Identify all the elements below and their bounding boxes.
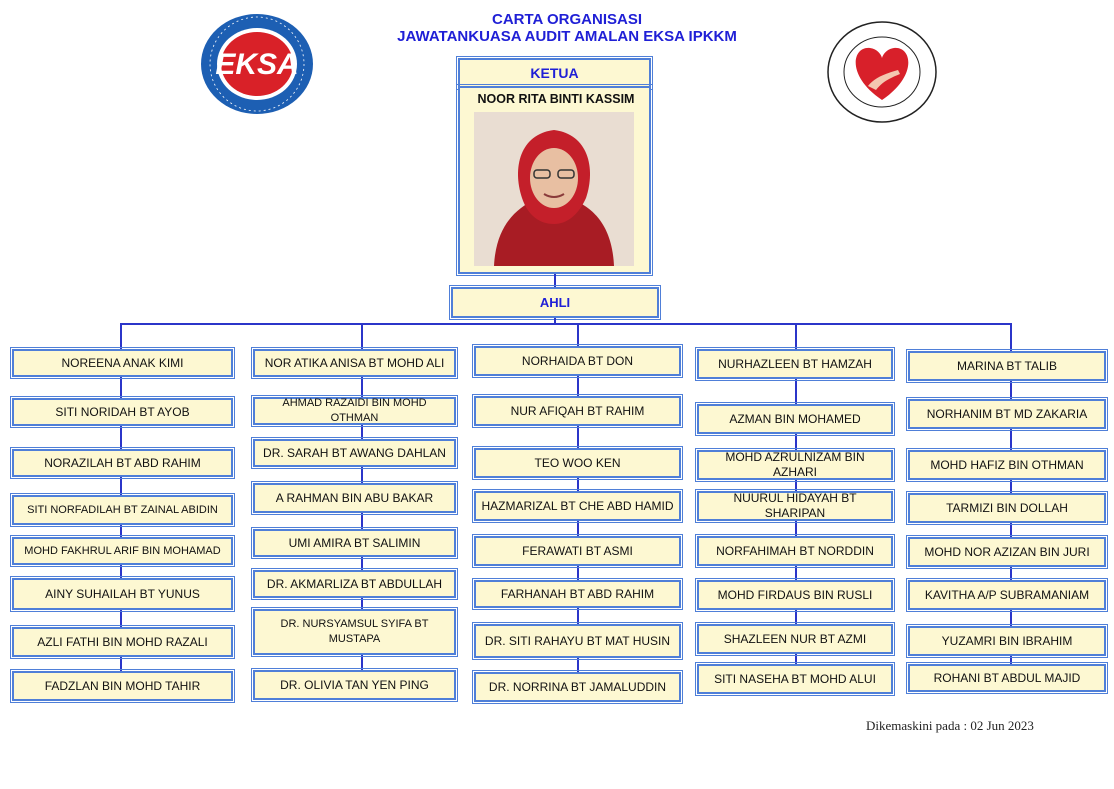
member-box	[697, 624, 893, 654]
member-box	[697, 664, 893, 694]
connector-line	[120, 323, 1012, 325]
member-box	[12, 627, 233, 657]
member-name: FERAWATI BT ASMI	[522, 543, 633, 558]
member-box	[908, 399, 1106, 429]
member-name: DR. AKMARLIZA BT ABDULLAH	[266, 576, 443, 591]
member-box	[474, 672, 681, 702]
chart-title: CARTA ORGANISASI	[492, 11, 642, 28]
member-box	[253, 609, 456, 655]
member-name: NUR AFIQAH BT RAHIM	[510, 403, 645, 418]
member-box	[697, 450, 893, 480]
member-box	[908, 626, 1106, 656]
member-name: MOHD FAKHRUL ARIF BIN MOHAMAD	[24, 544, 221, 557]
member-name: MOHD FIRDAUS BIN RUSLI	[717, 587, 873, 602]
member-name: AINY SUHAILAH BT YUNUS	[45, 586, 200, 601]
member-name: DR. NURSYAMSUL SYIFA BT MUSTAPA	[280, 618, 429, 645]
member-name: FARHANAH BT ABD RAHIM	[500, 586, 655, 601]
member-box	[908, 351, 1106, 381]
member-box	[908, 493, 1106, 523]
member-name: DR. SARAH BT AWANG DAHLAN	[263, 445, 446, 460]
member-box	[474, 624, 681, 658]
connector-line	[554, 274, 556, 288]
member-box	[697, 404, 893, 434]
member-name: UMI AMIRA BT SALIMIN	[288, 535, 421, 550]
chair-role-box	[458, 58, 651, 88]
member-name: AZLI FATHI BIN MOHD RAZALI	[37, 634, 208, 649]
member-box	[253, 570, 456, 598]
member-box	[474, 448, 681, 478]
kkm-logo	[826, 20, 938, 124]
member-name: NORHAIDA BT DON	[521, 353, 634, 368]
member-box	[12, 671, 233, 701]
member-box	[474, 396, 681, 426]
member-name: DR. SITI RAHAYU BT MAT HUSIN	[484, 633, 671, 648]
member-name: KAVITHA A/P SUBRAMANIAM	[924, 587, 1090, 602]
member-name: NORHANIM BT MD ZAKARIA	[926, 406, 1088, 421]
member-box	[474, 536, 681, 566]
member-box	[12, 449, 233, 477]
member-name: TARMIZI BIN DOLLAH	[946, 500, 1068, 515]
member-name: DR. NORRINA BT JAMALUDDIN	[488, 679, 667, 694]
member-box	[253, 483, 456, 513]
member-box	[474, 491, 681, 521]
member-box	[12, 578, 233, 610]
member-box	[908, 450, 1106, 480]
member-name: A RAHMAN BIN ABU BAKAR	[275, 490, 434, 505]
member-name: MOHD NOR AZIZAN BIN JURI	[924, 544, 1090, 559]
member-name: YUZAMRI BIN IBRAHIM	[941, 633, 1073, 648]
member-name: SITI NORIDAH BT AYOB	[55, 404, 190, 419]
member-name: MARINA BT TALIB	[956, 358, 1058, 373]
member-box	[908, 664, 1106, 692]
member-box	[12, 398, 233, 426]
member-box	[474, 346, 681, 376]
member-box	[908, 580, 1106, 610]
member-name: MOHD HAFIZ BIN OTHMAN	[930, 457, 1084, 472]
member-name: NOR ATIKA ANISA BT MOHD ALI	[264, 355, 445, 370]
member-name: NORFAHIMAH BT NORDDIN	[716, 543, 874, 558]
members-header-box	[451, 287, 659, 318]
member-name: FADZLAN BIN MOHD TAHIR	[44, 678, 201, 693]
member-box	[697, 491, 893, 521]
chair-name: NOOR RITA BINTI KASSIM	[477, 92, 635, 106]
member-name: SHAZLEEN NUR BT AZMI	[723, 631, 867, 646]
member-box	[253, 439, 456, 467]
chair-role-label: KETUA	[530, 64, 579, 81]
member-name: NURHAZLEEN BT HAMZAH	[718, 356, 872, 371]
connector-line	[554, 318, 556, 324]
member-box	[253, 349, 456, 377]
member-name: HAZMARIZAL BT CHE ABD HAMID	[481, 498, 674, 513]
member-box	[253, 670, 456, 700]
member-name: MOHD AZRULNIZAM BIN AZHARI	[725, 450, 865, 479]
member-name: AHMAD RAZAIDI BIN MOHD OTHMAN	[282, 397, 427, 424]
member-name: NORAZILAH BT ABD RAHIM	[44, 455, 201, 470]
member-box	[474, 580, 681, 608]
members-header-label: AHLI	[539, 295, 571, 310]
member-name: SITI NORFADILAH BT ZAINAL ABIDIN	[27, 503, 218, 516]
member-box	[697, 580, 893, 610]
member-box	[697, 349, 893, 379]
member-box	[697, 536, 893, 566]
member-box	[908, 537, 1106, 567]
member-name: AZMAN BIN MOHAMED	[729, 411, 861, 426]
chart-subtitle: JAWATANKUASA AUDIT AMALAN EKSA IPKKM	[397, 28, 737, 45]
eksa-logo-text: EKSA	[215, 48, 299, 81]
member-name: ROHANI BT ABDUL MAJID	[933, 670, 1081, 685]
member-name: SITI NASEHA BT MOHD ALUI	[714, 671, 876, 686]
eksa-logo	[199, 12, 315, 116]
member-box	[253, 529, 456, 557]
member-box	[12, 537, 233, 565]
member-box	[12, 349, 233, 377]
member-name: DR. OLIVIA TAN YEN PING	[280, 677, 429, 692]
member-box	[12, 495, 233, 525]
member-name: NOREENA ANAK KIMI	[61, 355, 184, 370]
member-name: TEO WOO KEN	[534, 455, 621, 470]
member-name: NUURUL HIDAYAH BT SHARIPAN	[733, 491, 857, 520]
member-box	[253, 397, 456, 425]
portrait-photo	[474, 112, 634, 266]
updated-date: Dikemaskini pada : 02 Jun 2023	[866, 718, 1034, 733]
